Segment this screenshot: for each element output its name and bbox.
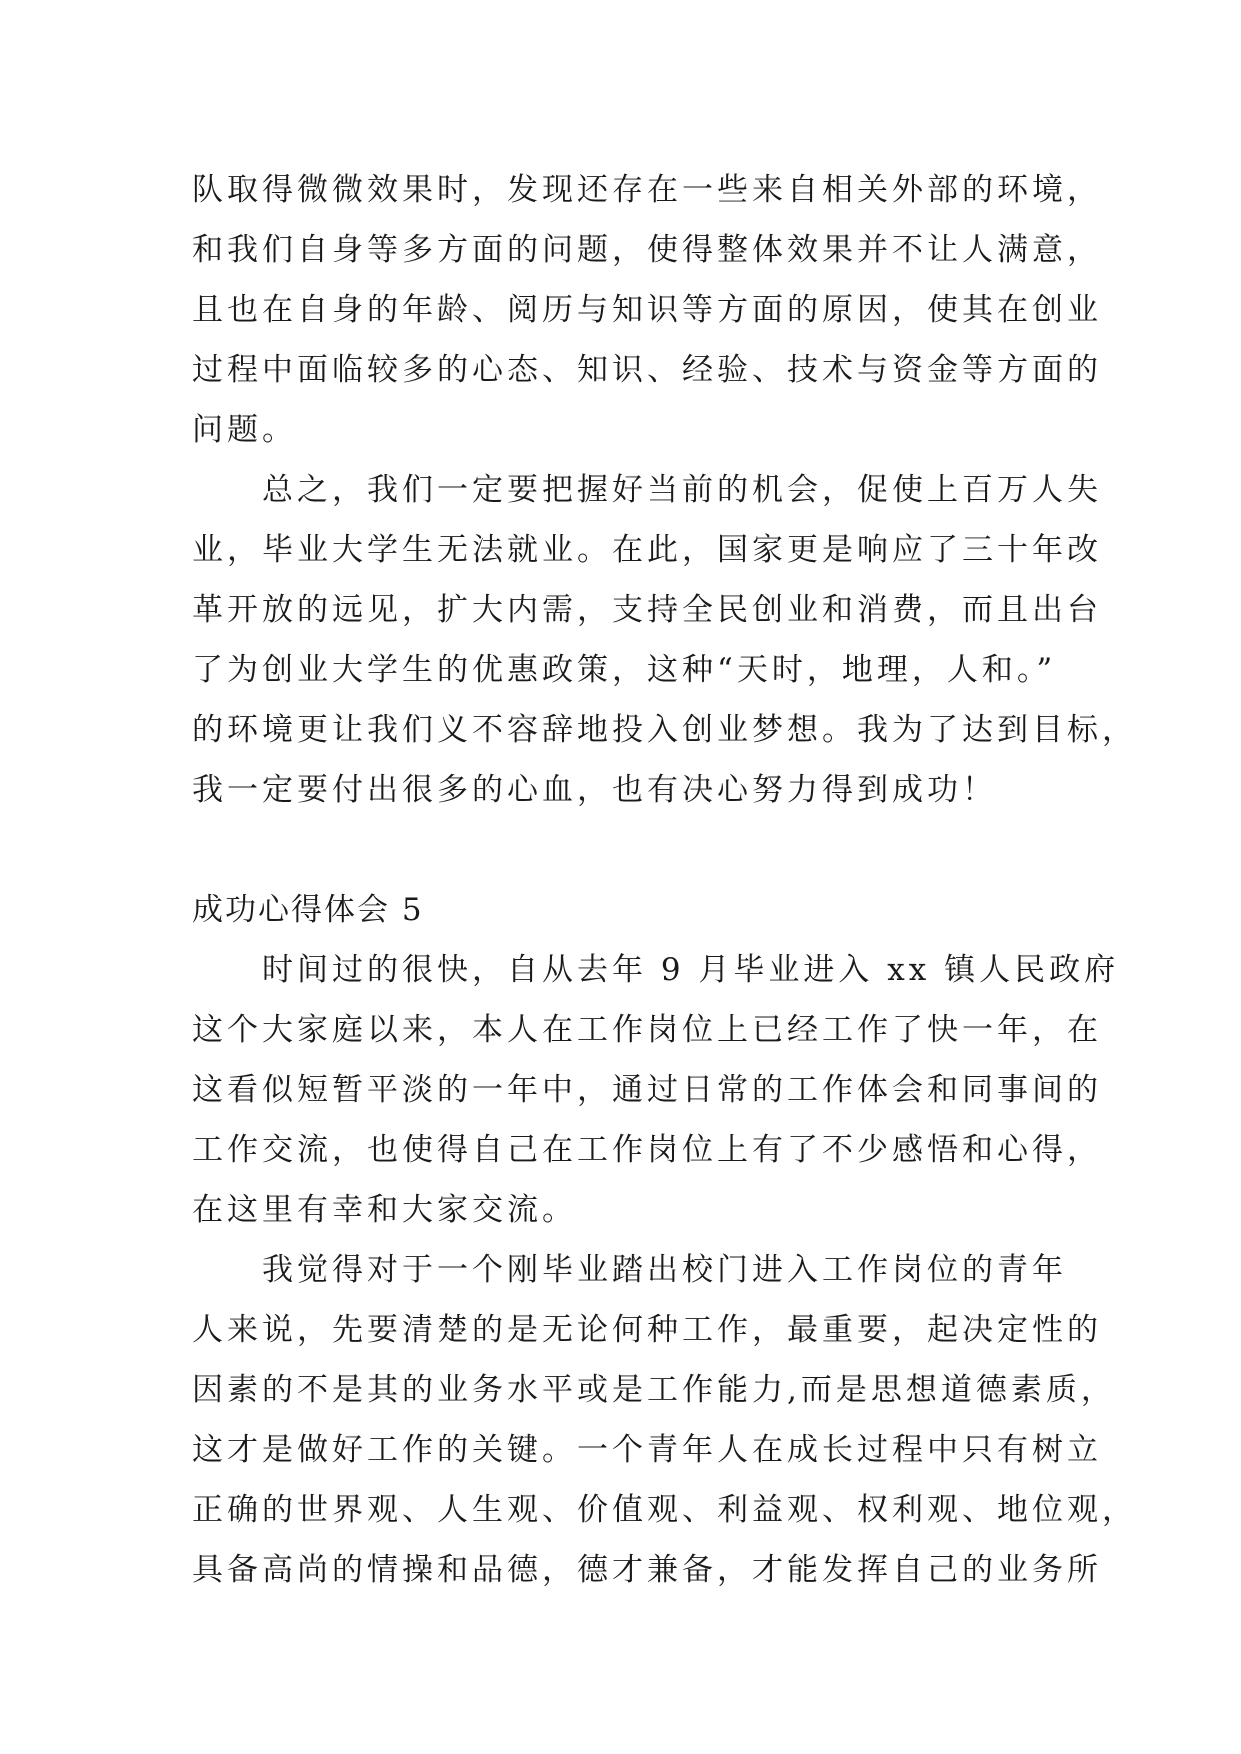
paragraph-line: 这才是做好工作的关键。一个青年人在成长过程中只有树立 (192, 1432, 1102, 1468)
paragraph-line: 因素的不是其的业务水平或是工作能力,而是思想道德素质， (192, 1372, 1116, 1408)
paragraph-line: 和我们自身等多方面的问题，使得整体效果并不让人满意， (192, 232, 1102, 268)
paragraph-line: 了为创业大学生的优惠政策，这种“天时，地理，人和。” (192, 652, 1057, 688)
paragraph-line: 时间过的很快，自从去年 9 月毕业进入 xx 镇人民政府 (262, 952, 1120, 988)
document-body (192, 160, 1137, 1600)
paragraph-line: 我一定要付出很多的心血，也有决心努力得到成功！ (192, 772, 997, 808)
paragraph-line: 工作交流，也使得自己在工作岗位上有了不少感悟和心得， (192, 1132, 1102, 1168)
paragraph-line: 业，毕业大学生无法就业。在此，国家更是响应了三十年改 (192, 532, 1102, 568)
paragraph-line: 人来说，先要清楚的是无论何种工作，最重要，起决定性的 (192, 1312, 1102, 1348)
paragraph-line: 的环境更让我们义不容辞地投入创业梦想。我为了达到目标， (192, 712, 1137, 748)
paragraph (192, 460, 1137, 820)
paragraph-line: 过程中面临较多的心态、知识、经验、技术与资金等方面的 (192, 352, 1102, 388)
paragraph-line: 具备高尚的情操和品德，德才兼备，才能发挥自己的业务所 (192, 1552, 1102, 1588)
section-spacer (192, 820, 1052, 880)
paragraph (192, 940, 1120, 1240)
paragraph-line: 这个大家庭以来，本人在工作岗位上已经工作了快一年，在 (192, 1012, 1102, 1048)
paragraph-line: 且也在自身的年龄、阅历与知识等方面的原因，使其在创业 (192, 292, 1102, 328)
paragraph-line: 问题。 (192, 412, 297, 448)
paragraph-line: 队取得微微效果时，发现还存在一些来自相关外部的环境， (192, 172, 1102, 208)
paragraph-line: 革开放的远见，扩大内需，支持全民创业和消费，而且出台 (192, 592, 1102, 628)
paragraph (192, 160, 1102, 460)
paragraph-line: 总之，我们一定要把握好当前的机会，促使上百万人失 (262, 472, 1102, 508)
paragraph-line: 正确的世界观、人生观、价值观、利益观、权利观、地位观， (192, 1492, 1137, 1528)
paragraph-line: 在这里有幸和大家交流。 (192, 1192, 577, 1228)
paragraph-line: 这看似短暂平淡的一年中，通过日常的工作体会和同事间的 (192, 1072, 1102, 1108)
section-heading: 成功心得体会 5 (192, 892, 424, 928)
paragraph (192, 1240, 1137, 1600)
paragraph-line: 我觉得对于一个刚毕业踏出校门进入工作岗位的青年 (262, 1252, 1067, 1288)
